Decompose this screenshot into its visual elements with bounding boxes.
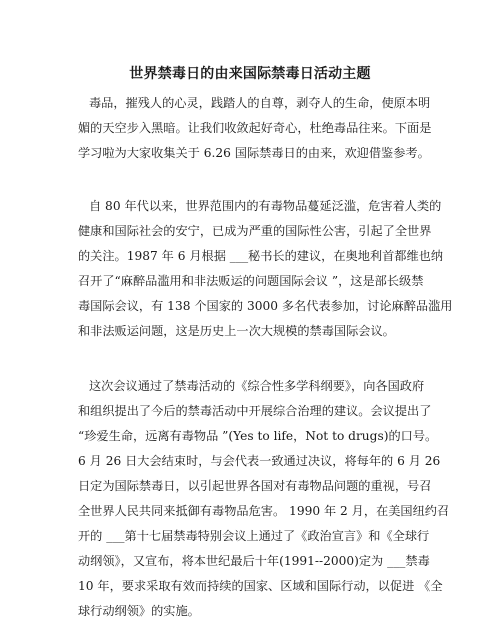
paragraph-line: 全世界人民共同来抵御有毒物品危害。 1990 年 2 月，在美国纽约召	[78, 504, 450, 518]
paragraph-line: 媚的天空步入黑暗。让我们收敛起好奇心，杜绝毒品往来。下面是	[78, 121, 432, 135]
paragraph-line: 学习啦为大家收集关于 6.26 国际禁毒日的由来，欢迎借鉴参考。	[78, 146, 430, 160]
paragraph-line: 健康和国际社会的安宁，已成为严重的国际性公害，引起了全世界	[78, 224, 432, 238]
paragraph-line: 的关注。1987 年 6 月根据 ___秘书长的建议，在奥地利首都维也纳	[78, 249, 444, 263]
paragraph-line: 10 年，要求采取有效而持续的国家、区域和国际行动，以促进 《全	[78, 579, 443, 593]
paragraph-line: 和非法贩运问题，这是历史上一次大规模的禁毒国际会议。	[78, 324, 395, 338]
paragraph-line: 动纲领》，又宣布，将本世纪最后十年(1991--2000)定为 ___禁毒	[78, 554, 430, 568]
paragraph-line: “珍爱生命，远离有毒物品 ”(Yes to life，Not to drugs)的口号。	[78, 429, 438, 443]
paragraph-line: 毒国际会议，有 138 个国家的 3000 多名代表参加，讨论麻醉品滥用	[78, 299, 453, 313]
paragraph-line: 和组织提出了今后的禁毒活动中开展综合治理的建议。会议提出了	[78, 404, 432, 418]
paragraph-line: 自 80 年代以来，世界范围内的有毒物品蔓延泛滥，危害着人类的	[89, 199, 442, 213]
document-title: 世界禁毒日的由来国际禁毒日活动主题	[129, 66, 371, 82]
paragraph-line: 这次会议通过了禁毒活动的《综合性多学科纲要》，向各国政府	[89, 379, 425, 393]
paragraph-line: 开的 ___第十七届禁毒特别会议上通过了《政治宣言》和《全球行	[78, 529, 430, 543]
paragraph-line: 召开了“麻醉品滥用和非法贩运的问题国际会议 ”，这是部长级禁	[78, 274, 424, 288]
paragraph-line: 毒品，摧残人的心灵，践踏人的自尊，剥夺人的生命，使原本明	[89, 96, 431, 110]
paragraph-line: 6 月 26 日大会结束时，与会代表一致通过决议，将每年的 6 月 26	[78, 454, 441, 468]
paragraph-line: 球行动纲领》的实施。	[78, 604, 200, 618]
paragraph-line: 日定为国际禁毒日，以引起世界各国对有毒物品问题的重视，号召	[78, 479, 432, 493]
